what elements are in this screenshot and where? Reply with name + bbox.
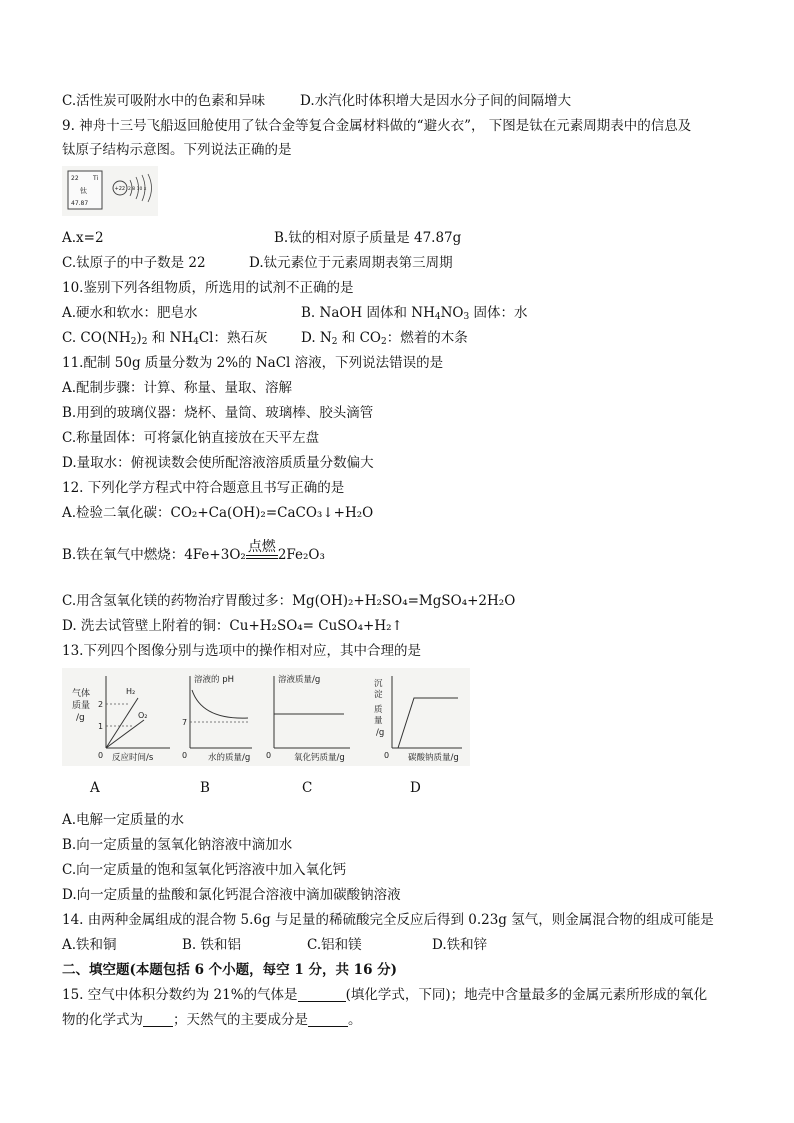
element-symbol: Ti (93, 175, 99, 182)
q14-option-d: D.铁和锌 (432, 937, 488, 953)
q9-option-d: D.钛元素位于元素周期表第三周期 (249, 255, 453, 271)
q15-line1: 15. 空气中体积分数约为 21%的气体是 (填化学式，下同)；地壳中含量最多的金属元素所形成的氧化 (62, 987, 708, 1003)
graph-a-ylabel-3: /g (76, 713, 85, 723)
q11-stem: 11.配制 50g 质量分数为 2%的 NaCl 溶液，下列说法错误的是 (62, 355, 444, 371)
graph-d-xlabel: 碳酸钠质量/g (408, 753, 459, 763)
atom-nucleus-charge: +22 (114, 186, 126, 192)
electron-shell-counts: 2 8 10 x (128, 187, 147, 192)
titanium-figure (62, 166, 158, 216)
q11-option-c: C.称量固体：可将氯化钠直接放在天平左盘 (62, 430, 320, 446)
q12-stem: 12. 下列化学方程式中符合题意且书写正确的是 (62, 480, 345, 496)
q12-option-b: B.铁在氧气中燃烧：4Fe+3O₂ 点燃 2Fe₂O₃ (62, 539, 325, 563)
element-number: 22 (71, 175, 79, 182)
graph-c-ylabel: 溶液质量/g (278, 675, 321, 685)
q10-option-c: C. $CO(NH_2)_2$ 和 $NH_4Cl$：熟石灰 (62, 330, 268, 347)
graph-b-ylabel: 溶液的 pH (194, 675, 234, 685)
graph-c (266, 674, 350, 763)
q14-option-b: B. 铁和铝 (182, 937, 242, 953)
q13-option-c: C.向一定质量的饱和氢氧化钙溶液中加入氧化钙 (62, 862, 347, 878)
graph-a-origin: 0 (98, 751, 104, 760)
graph-letter-a: A (90, 780, 100, 796)
q11-option-a: A.配制步骤：计算、称量、量取、溶解 (62, 380, 293, 396)
graph-a-o2-line (106, 720, 144, 748)
graph-c-xlabel: 氧化钙质量/g (294, 753, 345, 763)
q9-stem-line1: 9. 神舟十三号飞船返回舱使用了钛合金等复合金属材料做的“避火衣”， 下图是钛在元素周期表中的信息及 (62, 118, 692, 134)
graph-d (374, 676, 462, 763)
graph-a (72, 676, 170, 763)
q14-stem: 14. 由两种金属组成的混合物 5.6g 与足量的稀硫酸完全反应后得到 0.23g 氢气，则金属混合物的组成可能是 (62, 912, 714, 928)
section-2-heading: 二、填空题(本题包括 6 个小题，每空 1 分，共 16 分) (62, 962, 398, 978)
q15-blank-3[interactable] (308, 1012, 348, 1027)
q13-stem: 13.下列四个图像分别与选项中的操作相对应，其中合理的是 (62, 643, 421, 659)
q9-option-b: B.钛的相对原子质量是 47.87g (274, 230, 462, 246)
q9-option-a: A.x=2 (62, 230, 104, 246)
graph-b-origin: 0 (182, 751, 188, 760)
q15-blank-2[interactable] (143, 1012, 173, 1027)
q13-option-b: B.向一定质量的氢氧化钠溶液中滴加水 (62, 837, 293, 853)
q13-graphs (62, 668, 470, 766)
q9-stem-line2: 钛原子结构示意图。下列说法正确的是 (62, 142, 292, 158)
q11-option-d: D.量取水：俯视读数会使所配溶液溶质质量分数偏大 (62, 455, 374, 471)
graph-d-ylabel-3: 质 (374, 705, 383, 715)
q10-option-a: A.硬水和软水：肥皂水 (62, 305, 198, 321)
graph-letter-b: B (200, 780, 210, 796)
element-name: 钛 (80, 187, 87, 195)
electron-shell-4 (148, 174, 152, 202)
q10-option-b: B. NaOH 固体和 $NH_4NO_3$ 固体：水 (301, 305, 528, 322)
graph-d-origin: 0 (384, 751, 390, 760)
graph-d-ylabel-2: 淀 (374, 690, 383, 700)
graph-a-xlabel: 反应时间/s (112, 753, 154, 763)
q13-option-a: A.电解一定质量的水 (62, 812, 185, 828)
graph-d-ylabel-4: 量 (374, 716, 383, 726)
graph-a-tick-1: 1 (98, 722, 104, 731)
graph-d-ylabel-1: 沉 (374, 679, 383, 689)
graph-b (182, 674, 252, 763)
q10-stem: 10.鉴别下列各组物质，所选用的试剂不正确的是 (62, 280, 354, 296)
q12-option-c: C.用含氢氧化镁的药物治疗胃酸过多：Mg(OH)₂+H₂SO₄=MgSO₄+2H₂O (62, 593, 516, 609)
graph-a-h2-line (106, 698, 138, 748)
q15-line2: 物的化学式为 ；天然气的主要成分是 。 (62, 1012, 362, 1028)
graph-c-origin: 0 (266, 751, 272, 760)
q13-option-d: D.向一定质量的盐酸和氯化钙混合溶液中滴加碳酸钠溶液 (62, 887, 401, 903)
q8-option-d: D.水汽化时体积增大是因水分子间的间隔增大 (300, 93, 572, 109)
graph-a-o2-label: O₂ (138, 711, 148, 720)
q9-option-c: C.钛原子的中子数是 22 (62, 255, 206, 271)
graph-a-ylabel-1: 气体 (72, 689, 91, 699)
q12-option-a: A.检验二氧化碳：CO₂+Ca(OH)₂=CaCO₃↓+H₂O (62, 505, 374, 521)
q14-option-c: C.铝和镁 (307, 937, 362, 953)
graph-letter-c: C (302, 780, 313, 796)
q13-graphs-svg (62, 668, 470, 766)
graph-b-curve (192, 690, 248, 718)
graph-b-tick-7: 7 (182, 718, 188, 727)
q11-option-b: B.用到的玻璃仪器：烧杯、量筒、玻璃棒、胶头滴管 (62, 405, 374, 421)
reaction-condition: 点燃 (246, 555, 278, 564)
graph-a-ylabel-2: 质量 (72, 701, 91, 711)
graph-d-line (398, 698, 458, 748)
graph-b-xlabel: 水的质量/g (208, 753, 251, 763)
graph-a-h2-label: H₂ (126, 687, 136, 696)
titanium-figure-svg (62, 166, 158, 216)
q10-option-d: D. $N_2$ 和 $CO_2$：燃着的木条 (301, 330, 468, 347)
graph-a-tick-2: 2 (98, 700, 104, 709)
graph-letter-d: D (410, 780, 421, 796)
q15-blank-1[interactable] (298, 987, 346, 1002)
graph-d-ylabel-5: /g (376, 728, 385, 738)
q12-option-d: D. 洗去试管壁上附着的铜：Cu+H₂SO₄= CuSO₄+H₂↑ (62, 618, 403, 634)
element-mass: 47.87 (71, 200, 89, 207)
q14-option-a: A.铁和铜 (62, 937, 117, 953)
q8-option-c: C.活性炭可吸附水中的色素和异味 (62, 93, 266, 109)
